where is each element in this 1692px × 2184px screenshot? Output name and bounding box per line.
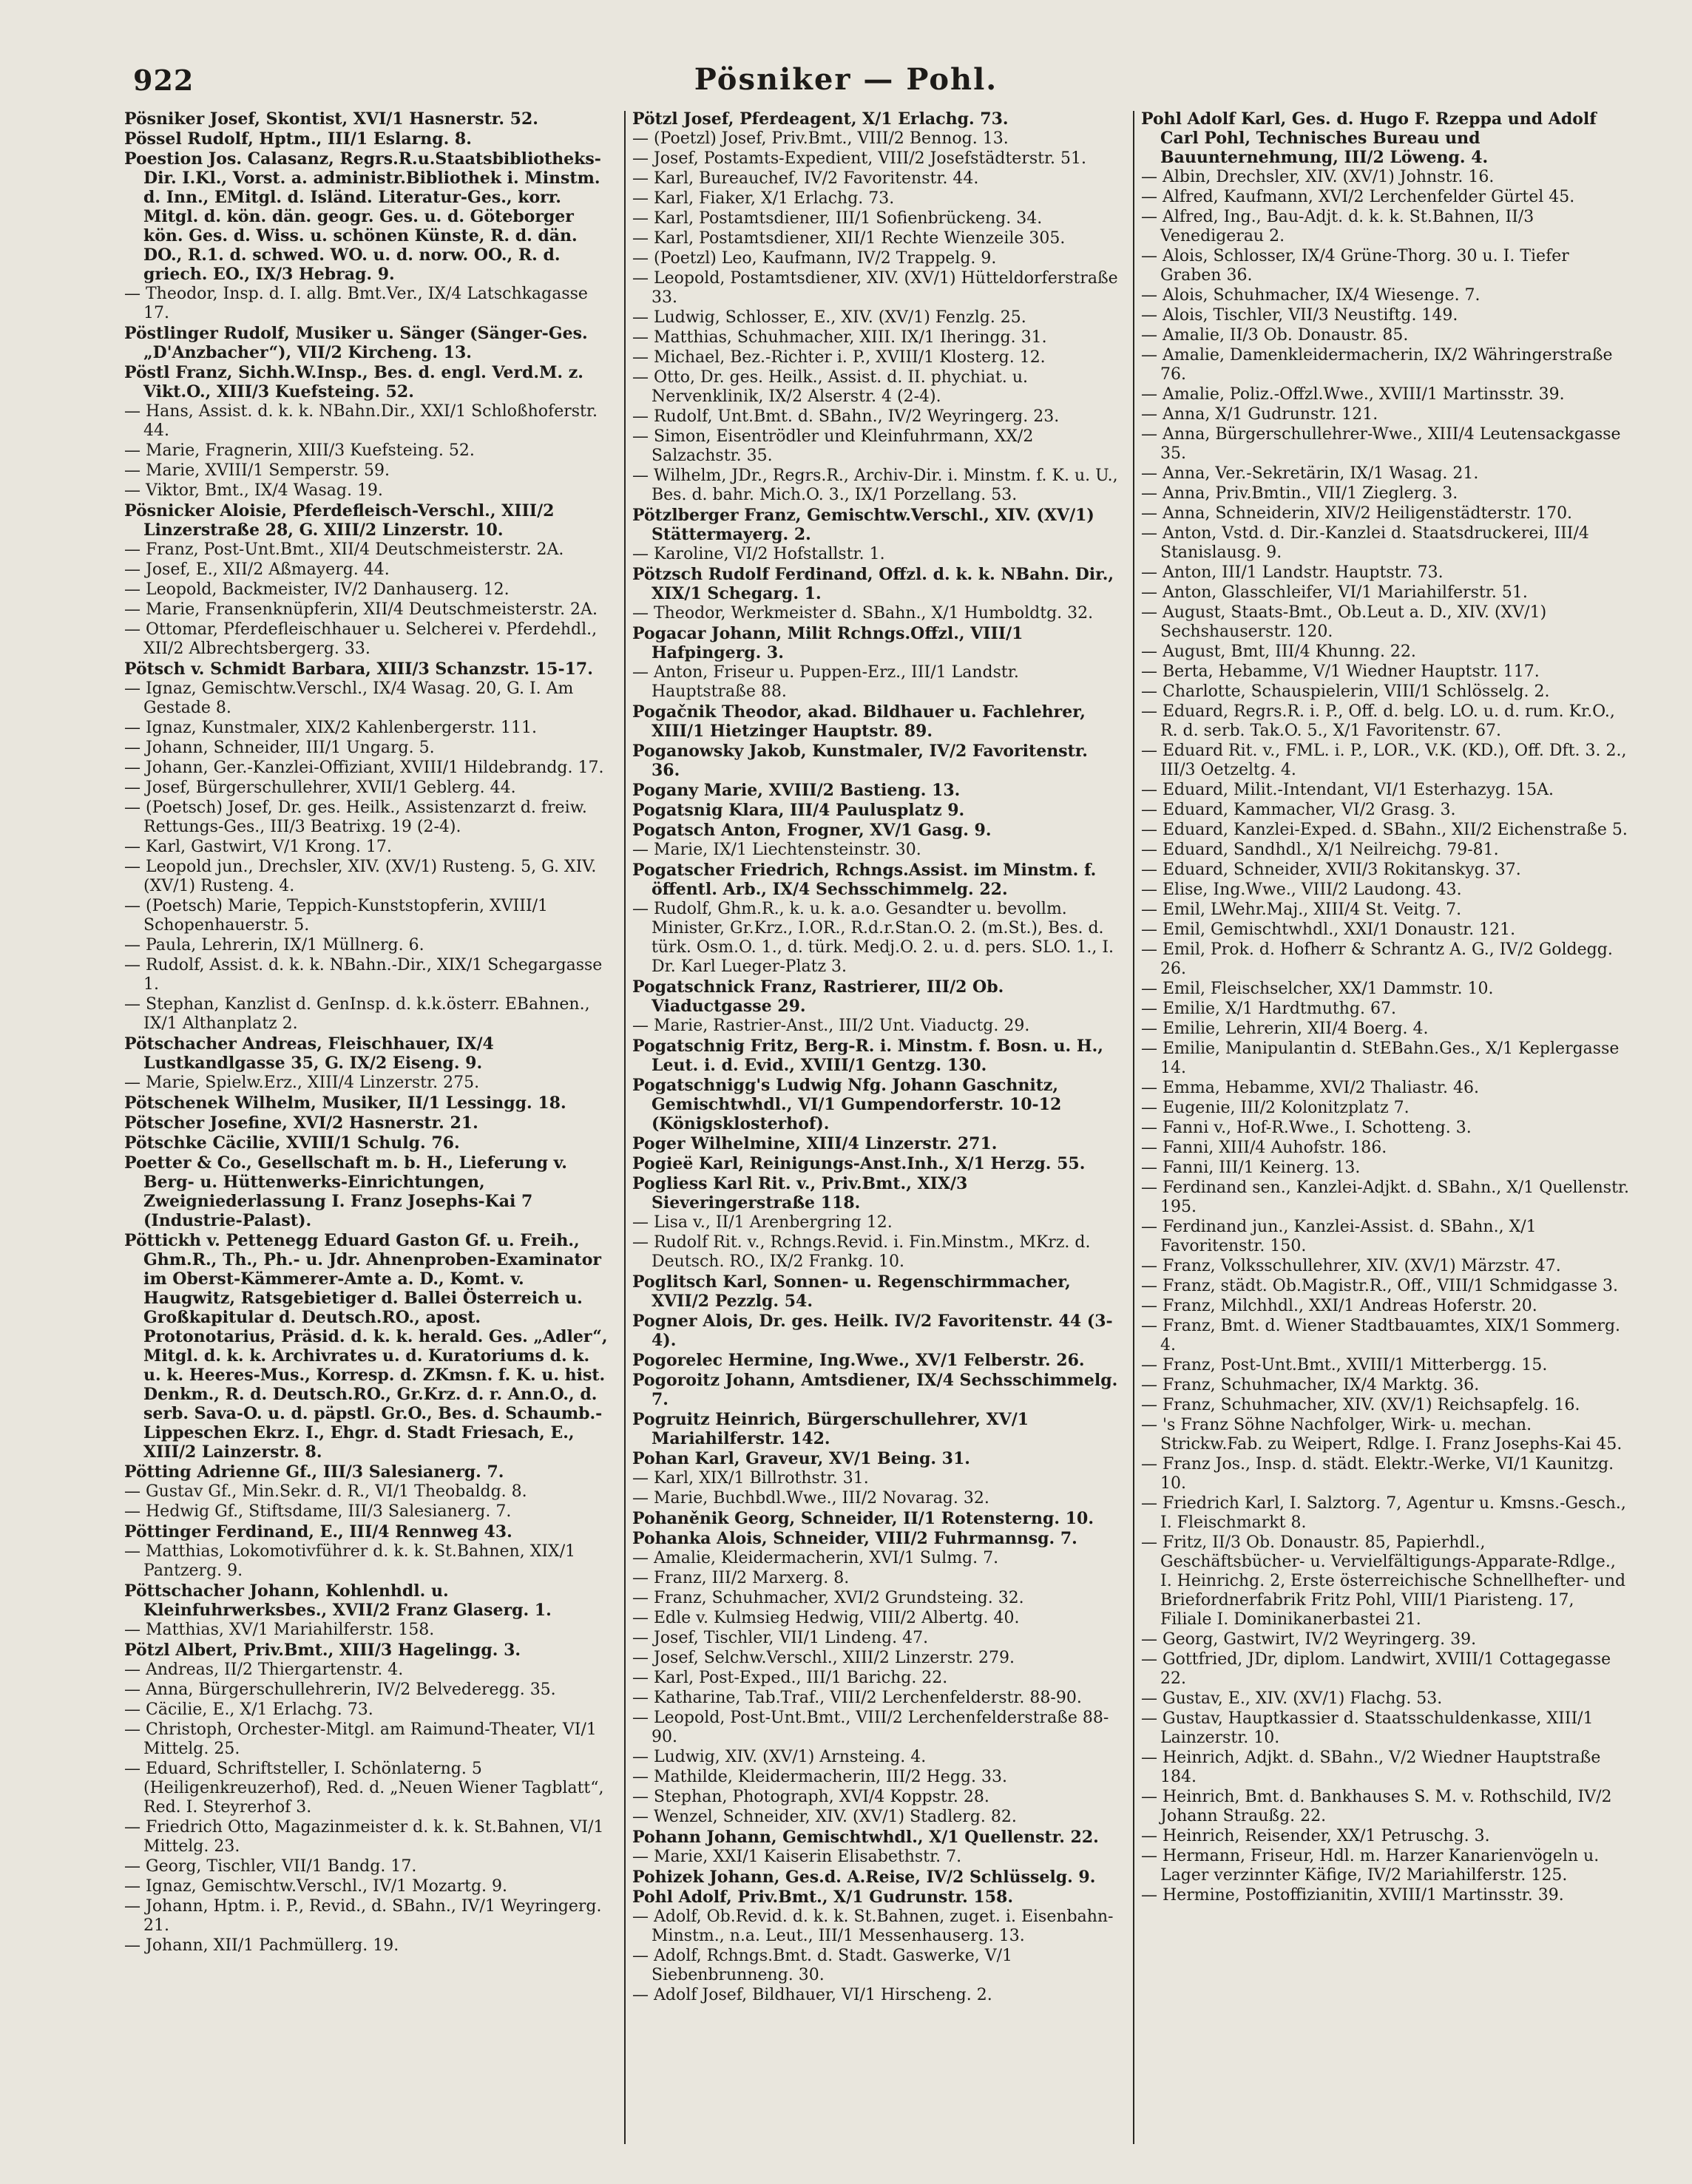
directory-entry: — Elise, Ing.Wwe., VIII/2 Laudong. 43. [1141, 881, 1462, 899]
directory-entry: — Rudolf, Ghm.R., k. u. k. a.o. Gesandter u. bevollm. Minister, Gr.Krz., I.OR., R.d.r.Stan.O. 2. (m.St.), Bes. d. türk. Osm.O. 1., d. türk. Medj.O. 2. u. d. pers. SLO. 1., I. Dr. Karl Lueger-Platz 3. [632, 900, 1114, 976]
directory-entry: Pohizek Johann, Ges.d. A.Reise, IV/2 Schlüsselg. 9. [632, 1868, 1096, 1887]
directory-entry: — Franz, Schuhmacher, XVI/2 Grundsteing. 32. [632, 1589, 1024, 1607]
directory-entry: — Leopold, Backmeister, IV/2 Danhauserg. 12. [124, 580, 510, 599]
directory-entry: Pogacar Johann, Milit Rchngs.Offzl., VIII/1 Hafpingerg. 3. [632, 624, 1023, 662]
directory-entry: Pöttinger Ferdinand, E., III/4 Rennweg 43. [124, 1522, 512, 1542]
directory-entry: — Josef, Bürgerschullehrer, XVII/1 Geblerg. 44. [124, 779, 516, 797]
directory-entry: — Rudolf, Assist. d. k. k. NBahn.-Dir., XIX/1 Schegargasse 1. [124, 956, 603, 994]
directory-entry: — Katharine, Tab.Traf., VIII/2 Lerchenfelderstr. 88-90. [632, 1689, 1082, 1707]
directory-entry: Pogatschnig Fritz, Berg-R. i. Minstm. f. Bosn. u. H., Leut. i. d. Evid., XVIII/1 Gentzg. 130. [632, 1037, 1103, 1075]
directory-entry: — (Poetsch) Marie, Teppich-Kunststopferin, XVIII/1 Schopenhauerstr. 5. [124, 897, 549, 935]
directory-entry: Pogany Marie, XVIII/2 Bastieng. 13. [632, 781, 961, 800]
directory-entry: — Wilhelm, JDr., Regrs.R., Archiv-Dir. i. Minstm. f. K. u. U., Bes. d. bahr. Mich.O. 3., IX/1 Porzellang. 53. [632, 467, 1118, 504]
directory-entry: — Adolf, Ob.Revid. d. k. k. St.Bahnen, zuget. i. Eisenbahn-Minstm., n.a. Leut., III/1 Messenhauserg. 13. [632, 1907, 1114, 1945]
directory-entry: Poetter & Co., Gesellschaft m. b. H., Lieferung v. Berg- u. Hüttenwerks-Einrichtungen, Zweigniederlassung I. Franz Josephs-Kai 7 (Industrie-Palast). [124, 1153, 567, 1230]
directory-entry: — Marie, XVIII/1 Semperstr. 59. [124, 461, 390, 480]
directory-entry: — Alois, Schlosser, IX/4 Grüne-Thorg. 30 u. I. Tiefer Graben 36. [1141, 247, 1569, 285]
directory-entry: — Emil, Gemischtwhdl., XXI/1 Donaustr. 121. [1141, 920, 1516, 939]
directory-entry: — August, Staats-Bmt., Ob.Leut a. D., XIV. (XV/1) Sechshauserstr. 120. [1141, 603, 1547, 641]
column-1 [124, 109, 612, 2150]
directory-entry: — Stephan, Kanzlist d. GenInsp. d. k.k.österr. EBahnen., IX/1 Althanplatz 2. [124, 995, 590, 1033]
directory-entry: — Karl, Post-Exped., III/1 Barichg. 22. [632, 1669, 948, 1687]
directory-entry: — (Poetsch) Josef, Dr. ges. Heilk., Assistenzarzt d. freiw. Rettungs-Ges., III/3 Beatrixg. 19 (2-4). [124, 798, 587, 836]
directory-entry: — Amalie, II/3 Ob. Donaustr. 85. [1141, 326, 1409, 345]
directory-entry: — Franz Jos., Insp. d. städt. Elektr.-Werke, VI/1 Kaunitzg. 10. [1141, 1455, 1614, 1493]
directory-entry: — Rudolf, Unt.Bmt. d. SBahn., IV/2 Weyringerg. 23. [632, 407, 1060, 426]
directory-entry: — Friedrich Karl, I. Salztorg. 7, Agentur u. Kmsns.-Gesch., I. Fleischmarkt 8. [1141, 1494, 1626, 1532]
directory-entry: Pogačnik Theodor, akad. Bildhauer u. Fachlehrer, XIII/1 Hietzinger Hauptstr. 89. [632, 702, 1086, 741]
directory-entry: Pötschke Cäcilie, XVIII/1 Schulg. 76. [124, 1133, 460, 1153]
directory-entry: — Heinrich, Bmt. d. Bankhauses S. M. v. Rothschild, IV/2 Johann Straußg. 22. [1141, 1788, 1612, 1825]
directory-entry: — Wenzel, Schneider, XIV. (XV/1) Stadlerg. 82. [632, 1808, 1017, 1826]
directory-entry: — Anna, Priv.Bmtin., VII/1 Zieglerg. 3. [1141, 484, 1458, 503]
directory-entry: — Simon, Eisentrödler und Kleinfuhrmann, XX/2 Salzachstr. 35. [632, 427, 1034, 465]
directory-entry: — Stephan, Photograph, XVI/4 Koppstr. 28. [632, 1788, 989, 1806]
directory-entry: — Alfred, Ing., Bau-Adjt. d. k. k. St.Bahnen, II/3 Venedigerau 2. [1141, 208, 1534, 245]
directory-entry: Pötting Adrienne Gf., III/3 Salesianerg. 7. [124, 1462, 504, 1482]
directory-entry: — Anna, Schneiderin, XIV/2 Heiligenstädterstr. 170. [1141, 504, 1573, 523]
directory-entry: — Johann, XII/1 Pachmüllerg. 19. [124, 1936, 399, 1955]
directory-entry: — Emil, Prok. d. Hofherr & Schrantz A. G., IV/2 Goldegg. 26. [1141, 940, 1613, 978]
directory-entry: Pötsch v. Schmidt Barbara, XIII/3 Schanzstr. 15-17. [124, 659, 593, 679]
directory-entry: — Karl, XIX/1 Billrothstr. 31. [632, 1469, 869, 1488]
directory-entry: Pössel Rudolf, Hptm., III/1 Eslarng. 8. [124, 129, 472, 149]
directory-entry: — Anna, Bürgerschullehrerin, IV/2 Belvederegg. 35. [124, 1681, 556, 1699]
directory-entry: — Johann, Ger.-Kanzlei-Offiziant, XVIII/1 Hildebrandg. 17. [124, 759, 604, 777]
directory-entry: — Matthias, XV/1 Mariahilferstr. 158. [124, 1621, 435, 1639]
directory-entry: — Leopold, Postamtsdiener, XIV. (XV/1) Hütteldorferstraße 33. [632, 269, 1118, 307]
directory-entry: — Ferdinand sen., Kanzlei-Adjkt. d. SBahn., X/1 Quellenstr. 195. [1141, 1179, 1629, 1216]
directory-entry: — Gustav Gf., Min.Sekr. d. R., VI/1 Theobaldg. 8. [124, 1482, 527, 1501]
directory-entry: — Karl, Postamtsdiener, III/1 Sofienbrückeng. 34. [632, 209, 1043, 228]
directory-entry: Pogatschnigg's Ludwig Nfg. Johann Gaschnitz, Gemischtwhdl., VI/1 Gumpendorferstr. 10-12 (Königsklosterhof). [632, 1076, 1062, 1133]
directory-entry: — Johann, Schneider, III/1 Ungarg. 5. [124, 739, 435, 757]
column-divider [624, 111, 626, 2144]
directory-entry: — Ignaz, Kunstmaler, XIX/2 Kahlenbergerstr. 111. [124, 719, 537, 737]
directory-entry: Pogatsch Anton, Frogner, XV/1 Gasg. 9. [632, 821, 992, 840]
column-divider [1133, 111, 1134, 2144]
directory-entry: — Edle v. Kulmsieg Hedwig, VIII/2 Albertg. 40. [632, 1609, 1020, 1627]
directory-entry: — Amalie, Kleidermacherin, XVI/1 Sulmg. 7. [632, 1549, 999, 1567]
directory-entry: — Eduard, Regrs.R. i. P., Off. d. belg. LO. u. d. rum. Kr.O., R. d. serb. Tak.O. 5., X/1 Favoritenstr. 67. [1141, 702, 1615, 740]
directory-entry: Pogatsnig Klara, III/4 Paulusplatz 9. [632, 801, 965, 820]
directory-entry: — Friedrich Otto, Magazinmeister d. k. k. St.Bahnen, VI/1 Mittelg. 23. [124, 1818, 604, 1856]
directory-entry: Pösniker Josef, Skontist, XVI/1 Hasnerstr. 52. [124, 109, 538, 129]
directory-entry: — Albin, Drechsler, XIV. (XV/1) Johnstr. 16. [1141, 168, 1495, 186]
directory-entry: — Berta, Hebamme, V/1 Wiedner Hauptstr. 117. [1141, 662, 1540, 681]
directory-entry: — (Poetzl) Josef, Priv.Bmt., VIII/2 Bennog. 13. [632, 129, 1009, 148]
directory-entry: — Matthias, Schuhmacher, XIII. IX/1 Iheringg. 31. [632, 328, 1047, 347]
directory-entry: — Cäcilie, E., X/1 Erlachg. 73. [124, 1700, 373, 1719]
directory-entry: — Franz, Post-Unt.Bmt., XII/4 Deutschmeisterstr. 2A. [124, 540, 564, 559]
directory-entry: — Anton, Vstd. d. Dir.-Kanzlei d. Staatsdruckerei, III/4 Stanislausg. 9. [1141, 524, 1589, 562]
directory-entry: — Ottomar, Pferdefleischhauer u. Selcherei v. Pferdehdl., XII/2 Albrechtsbergerg. 33. [124, 620, 598, 658]
directory-entry: — Anton, Friseur u. Puppen-Erz., III/1 Landstr. Hauptstraße 88. [632, 663, 1019, 701]
directory-entry: — Hermine, Postoffizianitin, XVIII/1 Martinsstr. 39. [1141, 1886, 1564, 1905]
directory-entry: — Emil, Fleischselcher, XX/1 Dammstr. 10. [1141, 980, 1494, 998]
directory-entry: — Amalie, Poliz.-Offzl.Wwe., XVIII/1 Martinsstr. 39. [1141, 385, 1565, 404]
directory-entry: — Karl, Gastwirt, V/1 Krong. 17. [124, 838, 392, 856]
directory-entry: — Gustav, Hauptkassier d. Staatsschuldenkasse, XIII/1 Lainzerstr. 10. [1141, 1709, 1594, 1747]
directory-entry: — Michael, Bez.-Richter i. P., XVIII/1 Klosterg. 12. [632, 348, 1046, 367]
directory-entry: Poglitsch Karl, Sonnen- u. Regenschirmmacher, XVII/2 Pezzlg. 54. [632, 1272, 1071, 1311]
directory-entry: — Amalie, Damenkleidermacherin, IX/2 Währingerstraße 76. [1141, 346, 1613, 384]
directory-entry: — Anton, III/1 Landstr. Hauptstr. 73. [1141, 563, 1444, 582]
directory-entry: — Eduard, Kanzlei-Exped. d. SBahn., XII/2 Eichenstraße 5. [1141, 821, 1628, 839]
directory-entry: — Fanni, III/1 Keinerg. 13. [1141, 1159, 1361, 1177]
directory-entry: Poestion Jos. Calasanz, Regrs.R.u.Staatsbibliotheks-Dir. I.Kl., Vorst. a. administr.Bibliothek i. Minstm. d. Inn., EMitgl. d. Isländ. Literatur-Ges., korr. Mitgl. d. kön. dän. geogr. Ges. u. d. Göteborger kön. Ges. d. Wiss. u. schönen Künste, R. d. dän. DO., R.1. d. schwed. WO. u. d. norw. OO., R. d. griech. EO., IX/3 Hebrag. 9. [124, 149, 601, 284]
directory-entry: — Ludwig, XIV. (XV/1) Arnsteing. 4. [632, 1748, 927, 1766]
directory-entry: — Anna, Bürgerschullehrer-Wwe., XIII/4 Leutensackgasse 35. [1141, 425, 1621, 463]
directory-entry: — Alois, Tischler, VII/3 Neustiftg. 149. [1141, 306, 1458, 325]
directory-entry: — Emma, Hebamme, XVI/2 Thaliastr. 46. [1141, 1079, 1480, 1097]
directory-entry: — Georg, Tischler, VII/1 Bandg. 17. [124, 1857, 417, 1876]
directory-entry: Pogatschnick Franz, Rastrierer, III/2 Ob. Viaductgasse 29. [632, 977, 1004, 1016]
directory-entry: Pötschacher Andreas, Fleischhauer, IX/4 Lustkandlgasse 35, G. IX/2 Eiseng. 9. [124, 1034, 494, 1073]
directory-entry: — Leopold jun., Drechsler, XIV. (XV/1) Rusteng. 5, G. XIV. (XV/1) Rusteng. 4. [124, 858, 597, 895]
directory-entry: — Marie, Buchbdl.Wwe., III/2 Novarag. 32. [632, 1489, 989, 1508]
directory-entry: — Karl, Fiaker, X/1 Erlachg. 73. [632, 189, 895, 208]
directory-entry: — Leopold, Post-Unt.Bmt., VIII/2 Lerchenfelderstraße 88-90. [632, 1709, 1109, 1746]
directory-entry: — Rudolf Rit. v., Rchngs.Revid. i. Fin.Minstm., MKrz. d. Deutsch. RO., IX/2 Frankg. 10. [632, 1233, 1091, 1271]
directory-entry: Pohaněnik Georg, Schneider, II/1 Rotensterng. 10. [632, 1509, 1094, 1528]
directory-entry: — Eduard Rit. v., FML. i. P., LOR., V.K. (KD.), Off. Dft. 3. 2., III/3 Oetzeltg. 4. [1141, 742, 1627, 779]
directory-entry: — Emilie, Lehrerin, XII/4 Boerg. 4. [1141, 1020, 1429, 1038]
directory-entry: — August, Bmt, III/4 Khunng. 22. [1141, 642, 1416, 661]
directory-entry: — Gottfried, JDr, diplom. Landwirt, XVIII/1 Cottagegasse 22. [1141, 1650, 1611, 1688]
directory-entry: — Fanni, XIII/4 Auhofstr. 186. [1141, 1139, 1387, 1157]
directory-entry: — Anna, X/1 Gudrunstr. 121. [1141, 405, 1378, 424]
directory-entry: — Karoline, VI/2 Hofstallstr. 1. [632, 545, 885, 563]
directory-entry: — Josef, Tischler, VII/1 Lindeng. 47. [632, 1629, 929, 1647]
directory-entry: — Heinrich, Reisender, XX/1 Petruschg. 3. [1141, 1827, 1490, 1845]
page-number: 922 [133, 64, 194, 97]
directory-entry: Pöstl Franz, Sichh.W.Insp., Bes. d. engl. Verd.M. z. Vikt.O., XIII/3 Kuefsteing. 52. [124, 363, 583, 401]
directory-entry: — Eduard, Schriftsteller, I. Schönlaterng. 5 (Heiligenkreuzerhof), Red. d. „Neuen Wiener Tagblatt“, Red. I. Steyrerhof 3. [124, 1760, 604, 1817]
directory-entry: — Andreas, II/2 Thiergartenstr. 4. [124, 1661, 404, 1679]
directory-entry: Pötzlberger Franz, Gemischtw.Verschl., XIV. (XV/1) Stättermayerg. 2. [632, 506, 1094, 544]
directory-entry: Pötzl Josef, Pferdeagent, X/1 Erlachg. 73. [632, 109, 1009, 129]
directory-entry: — Alois, Schuhmacher, IX/4 Wiesenge. 7. [1141, 286, 1480, 305]
directory-entry: Pohanka Alois, Schneider, VIII/2 Fuhrmannsg. 7. [632, 1529, 1077, 1548]
directory-entry: — Hedwig Gf., Stiftsdame, III/3 Salesianerg. 7. [124, 1502, 512, 1521]
directory-entry: Pogatscher Friedrich, Rchngs.Assist. im Minstm. f. öffentl. Arb., IX/4 Sechsschimmelg. 22. [632, 861, 1097, 899]
directory-entry: — Theodor, Insp. d. I. allg. Bmt.Ver., IX/4 Latschkagasse 17. [124, 285, 588, 322]
directory-entry: — Franz, städt. Ob.Magistr.R., Off., VIII/1 Schmidgasse 3. [1141, 1277, 1618, 1295]
directory-entry: — Matthias, Lokomotivführer d. k. k. St.Bahnen, XIX/1 Pantzerg. 9. [124, 1542, 576, 1580]
directory-entry: Pohl Adolf Karl, Ges. d. Hugo F. Rzeppa und Adolf Carl Pohl, Technisches Bureau und Bauunternehmung, III/2 Löweng. 4. [1141, 109, 1597, 167]
directory-entry: — Ignaz, Gemischtw.Verschl., IX/4 Wasag. 20, G. I. Am Gestade 8. [124, 679, 574, 717]
directory-entry: — Marie, IX/1 Liechtensteinstr. 30. [632, 841, 921, 859]
directory-entry: — Ignaz, Gemischtw.Verschl., IV/1 Mozartg. 9. [124, 1877, 508, 1896]
directory-entry: Pohl Adolf, Priv.Bmt., X/1 Gudrunstr. 158. [632, 1888, 1013, 1907]
directory-entry: — Marie, Spielw.Erz., XIII/4 Linzerstr. 275. [124, 1074, 480, 1092]
directory-entry: — Fritz, II/3 Ob. Donaustr. 85, Papierhdl., Geschäftsbücher- u. Vervielfältigungs-Apparate-Rdlge., I. Heinrichg. 2, Erste österreichische Schnellhefter- und Briefordnerfabrik Fritz Pohl, VIII/1 Piaristeng. 17, Filiale I. Dominikanerbastei 21. [1141, 1533, 1626, 1629]
directory-entry: — Otto, Dr. ges. Heilk., Assist. d. II. phychiat. u. Nervenklinik, IX/2 Alserstr. 4 (2-4). [632, 368, 1029, 406]
directory-entry: — Fanni v., Hof-R.Wwe., I. Schotteng. 3. [1141, 1119, 1472, 1137]
directory-entry: — Karl, Postamtsdiener, XII/1 Rechte Wienzeile 305. [632, 229, 1066, 248]
directory-entry: — Marie, Fragnerin, XIII/3 Kuefsteing. 52. [124, 441, 475, 460]
directory-entry: — Christoph, Orchester-Mitgl. am Raimund-Theater, VI/1 Mittelg. 25. [124, 1720, 597, 1758]
directory-entry: — Paula, Lehrerin, IX/1 Müllnerg. 6. [124, 936, 424, 954]
directory-entry: Pötzl Albert, Priv.Bmt., XIII/3 Hagelingg. 3. [124, 1641, 521, 1660]
directory-entry: Pogner Alois, Dr. ges. Heilk. IV/2 Favoritenstr. 44 (3-4). [632, 1312, 1113, 1350]
directory-entry: Pohan Karl, Graveur, XV/1 Being. 31. [632, 1449, 970, 1468]
directory-entry: — Josef, E., XII/2 Aßmayerg. 44. [124, 560, 390, 579]
column-2 [632, 109, 1120, 2150]
directory-entry: — Alfred, Kaufmann, XVI/2 Lerchenfelder Gürtel 45. [1141, 188, 1575, 206]
directory-entry: — Ludwig, Schlosser, E., XIV. (XV/1) Fenzlg. 25. [632, 308, 1026, 327]
directory-entry: — Josef, Selchw.Verschl., XIII/2 Linzerstr. 279. [632, 1649, 1015, 1667]
directory-entry: — Eugenie, III/2 Kolonitzplatz 7. [1141, 1099, 1410, 1117]
directory-entry: Poger Wilhelmine, XIII/4 Linzerstr. 271. [632, 1134, 998, 1153]
directory-entry: — Marie, XXI/1 Kaiserin Elisabethstr. 7. [632, 1848, 962, 1866]
directory-entry: Pöstlinger Rudolf, Musiker u. Sänger (Sänger-Ges. „D'Anzbacher“), VII/2 Kircheng. 13. [124, 324, 588, 362]
directory-entry: — Franz, Schuhmacher, XIV. (XV/1) Reichsapfelg. 16. [1141, 1396, 1580, 1414]
directory-entry: — Hans, Assist. d. k. k. NBahn.Dir., XXI/1 Schloßhoferstr. 44. [124, 402, 598, 440]
directory-entry: Pogoroitz Johann, Amtsdiener, IX/4 Sechsschimmelg. 7. [632, 1371, 1118, 1409]
directory-entry: — Mathilde, Kleidermacherin, III/2 Hegg. 33. [632, 1768, 1007, 1786]
directory-entry: — Marie, Fransenknüpferin, XII/4 Deutschmeisterstr. 2A. [124, 600, 598, 619]
directory-entry: — Franz, Schuhmacher, IX/4 Marktg. 36. [1141, 1376, 1480, 1394]
directory-entry: — Theodor, Werkmeister d. SBahn., X/1 Humboldtg. 32. [632, 604, 1094, 623]
directory-entry: — Lisa v., II/1 Arenbergring 12. [632, 1213, 893, 1232]
directory-entry: — Emilie, X/1 Hardtmuthg. 67. [1141, 1000, 1396, 1018]
directory-entry: Pogorelec Hermine, Ing.Wwe., XV/1 Felberstr. 26. [632, 1351, 1085, 1370]
directory-entry: — Heinrich, Adjkt. d. SBahn., V/2 Wiedner Hauptstraße 184. [1141, 1749, 1601, 1786]
directory-entry: Pösnicker Aloisie, Pferdefleisch-Verschl., XIII/2 Linzerstraße 28, G. XIII/2 Linzerstr. 10. [124, 501, 555, 540]
directory-entry: — Viktor, Bmt., IX/4 Wasag. 19. [124, 481, 383, 500]
directory-entry: Pötschenek Wilhelm, Musiker, II/1 Lessingg. 18. [124, 1093, 566, 1113]
directory-entry: — Josef, Postamts-Expedient, VIII/2 Josefstädterstr. 51. [632, 149, 1087, 168]
directory-entry: Pogieë Karl, Reinigungs-Anst.Inh., X/1 Herzg. 55. [632, 1154, 1086, 1173]
directory-entry: — Marie, Rastrier-Anst., III/2 Unt. Viaductg. 29. [632, 1017, 1030, 1035]
directory-entry: — Charlotte, Schauspielerin, VIII/1 Schlösselg. 2. [1141, 682, 1550, 701]
directory-entry: — Georg, Gastwirt, IV/2 Weyringerg. 39. [1141, 1630, 1477, 1649]
directory-entry: — Adolf, Rchngs.Bmt. d. Stadt. Gaswerke, V/1 Siebenbrunneng. 30. [632, 1947, 1013, 1984]
directory-entry: Poganowsky Jakob, Kunstmaler, IV/2 Favoritenstr. 36. [632, 742, 1088, 780]
directory-entry: Pohann Johann, Gemischtwhdl., X/1 Quellenstr. 22. [632, 1828, 1099, 1847]
column-3 [1141, 109, 1629, 2150]
directory-entry: — Johann, Hptm. i. P., Revid., d. SBahn., IV/1 Weyringerg. 21. [124, 1897, 602, 1935]
directory-entry: — Gustav, E., XIV. (XV/1) Flachg. 53. [1141, 1689, 1443, 1708]
directory-entry: — Ferdinand jun., Kanzlei-Assist. d. SBahn., X/1 Favoritenstr. 150. [1141, 1218, 1537, 1255]
directory-entry: — Adolf Josef, Bildhauer, VI/1 Hirscheng. 2. [632, 1986, 992, 2004]
directory-entry: — Franz, Milchhdl., XXI/1 Andreas Hoferstr. 20. [1141, 1297, 1537, 1315]
directory-entry: — Franz, III/2 Marxerg. 8. [632, 1569, 850, 1587]
directory-entry: — 's Franz Söhne Nachfolger, Wirk- u. mechan. Strickw.Fab. zu Weipert, Rdlge. I. Franz Josephs-Kai 45. [1141, 1416, 1622, 1454]
directory-entry: — Hermann, Friseur, Hdl. m. Harzer Kanarienvögeln u. Lager verzinnter Käfige, IV/2 Mariahilferstr. 125. [1141, 1847, 1600, 1885]
directory-entry: — Franz, Volksschullehrer, XIV. (XV/1) Märzstr. 47. [1141, 1257, 1561, 1275]
directory-entry: Pötzsch Rudolf Ferdinand, Offzl. d. k. k. NBahn. Dir., XIX/1 Schegarg. 1. [632, 565, 1114, 603]
directory-entry: Pötscher Josefine, XVI/2 Hasnerstr. 21. [124, 1113, 478, 1133]
directory-entry: — Franz, Post-Unt.Bmt., XVIII/1 Mitterbergg. 15. [1141, 1356, 1548, 1374]
directory-entry: — Eduard, Kammacher, VI/2 Grasg. 3. [1141, 801, 1456, 819]
directory-entry: — Eduard, Sandhdl., X/1 Neilreichg. 79-81. [1141, 841, 1499, 859]
directory-entry: Pogruitz Heinrich, Bürgerschullehrer, XV/1 Mariahilferstr. 142. [632, 1410, 1029, 1448]
directory-entry: Pogliess Karl Rit. v., Priv.Bmt., XIX/3 Sieveringerstraße 118. [632, 1174, 968, 1213]
directory-entry: — Anna, Ver.-Sekretärin, IX/1 Wasag. 21. [1141, 464, 1479, 483]
directory-entry: Pöttschacher Johann, Kohlenhdl. u. Kleinfuhrwerksbes., XVII/2 Franz Glaserg. 1. [124, 1581, 552, 1620]
running-head: Pösniker — Pohl. [694, 62, 998, 97]
directory-entry: — (Poetzl) Leo, Kaufmann, IV/2 Trappelg. 9. [632, 249, 997, 268]
directory-entry: — Eduard, Schneider, XVII/3 Rokitanskyg. 37. [1141, 861, 1521, 879]
directory-entry: Pöttickh v. Pettenegg Eduard Gaston Gf. u. Freih., Ghm.R., Th., Ph.- u. Jdr. Ahnenproben-Examinator im Oberst-Kämmerer-Amte a. D., Komt. v. Haugwitz, Ratsgebietiger d. Ballei Österreich u. Großkapitular d. Deutsch.RO., apost. Protonotarius, Präsid. d. k. k. herald. Ges. „Adler“, Mitgl. d. k. k. Archivrates u. d. Kuratoriums d. k. u. k. Heeres-Mus., Korresp. d. ZKmsn. f. K. u. hist. Denkm., R. d. Deutsch.RO., Gr.Krz. d. r. Ann.O., d. serb. Sava-O. u. d. päpstl. Gr.O., Bes. d. Schaumb.-Lippeschen Ekrz. I., Ehgr. d. Stadt Friesach, E., XIII/2 Lainzerstr. 8. [124, 1231, 608, 1462]
directory-entry: — Emil, LWehr.Maj., XIII/4 St. Veitg. 7. [1141, 901, 1462, 919]
directory-entry: — Franz, Bmt. d. Wiener Stadtbauamtes, XIX/1 Sommerg. 4. [1141, 1317, 1621, 1354]
directory-entry: — Emilie, Manipulantin d. StEBahn.Ges., X/1 Keplergasse 14. [1141, 1040, 1620, 1077]
directory-entry: — Karl, Bureauchef, IV/2 Favoritenstr. 44. [632, 169, 979, 188]
directory-entry: — Eduard, Milit.-Intendant, VI/1 Esterhazyg. 15A. [1141, 781, 1554, 799]
directory-entry: — Anton, Glasschleifer, VI/1 Mariahilferstr. 51. [1141, 583, 1528, 602]
